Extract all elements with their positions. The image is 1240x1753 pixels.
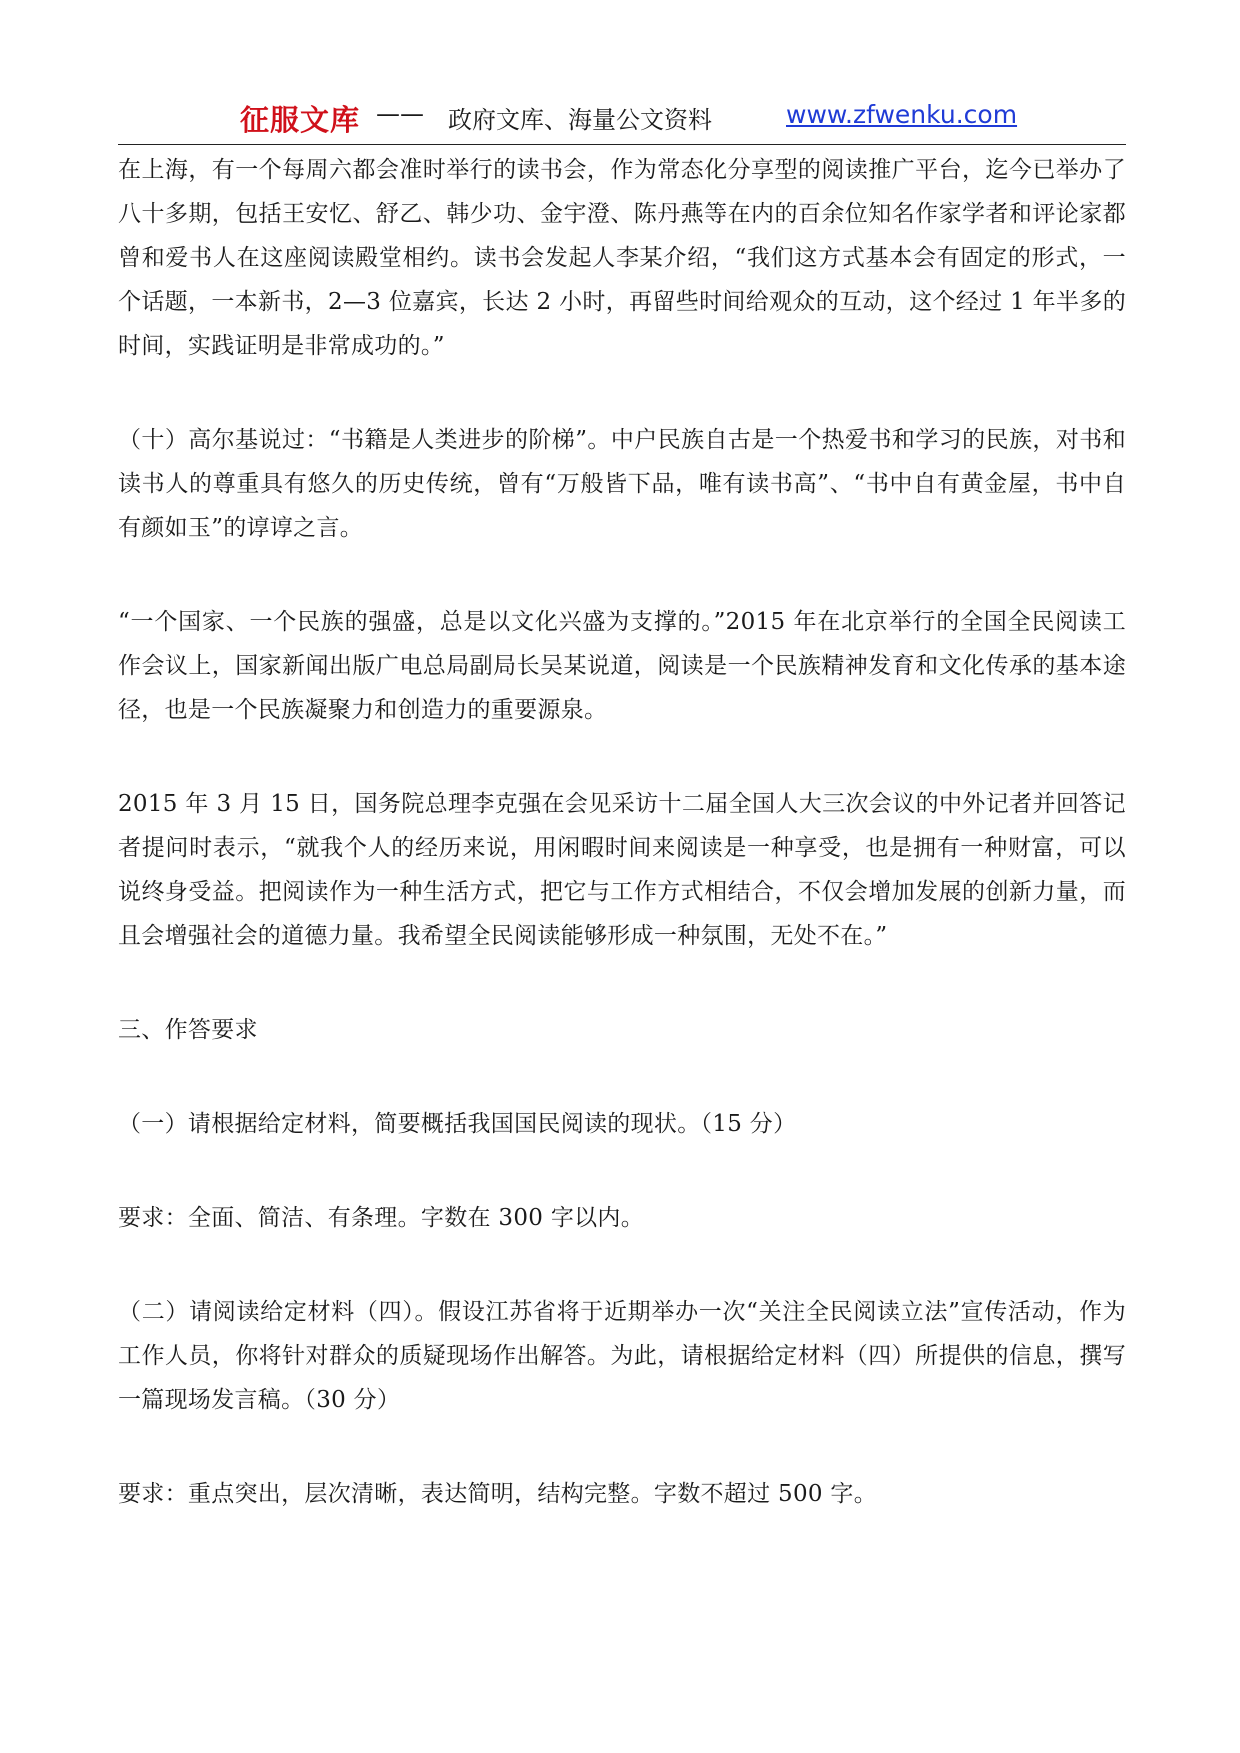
paragraph-national-reading-conference: “一个国家、一个民族的强盛，总是以文化兴盛为支撑的。”2015 年在北京举行的全国全民阅读工作会议上，国家新闻出版广电总局副局长吴某说道，阅读是一个民族精神发育和文化传承的基本途径，也是一个民族凝聚力和创造力的重要源泉。 — [118, 609, 1126, 723]
section-heading-requirements: 三、作答要求 — [118, 1017, 258, 1043]
paragraph-gorky-quote: （十）高尔基说过：“书籍是人类进步的阶梯”。中户民族自古是一个热爱书和学习的民族，对书和读书人的尊重具有悠久的历史传统，曾有“万般皆下品，唯有读书高”、“书中自有黄金屋，书中自有颜如玉”的谆谆之言。 — [118, 427, 1126, 541]
header-separator: —— — [376, 100, 424, 128]
page-header — [118, 96, 1126, 145]
header-tagline: 政府文库、海量公文资料 — [448, 106, 712, 134]
paragraph-premier-remarks: 2015 年 3 月 15 日，国务院总理李克强在会见采访十二届全国人大三次会议的中外记者并回答记者提问时表示，“就我个人的经历来说，用闲暇时间来阅读是一种享受，也是拥有一种财富，可以说终身受益。把阅读作为一种生活方式，把它与工作方式相结合，不仅会增加发展的创新力量，而且会增强社会的道德力量。我希望全民阅读能够形成一种氛围，无处不在。” — [118, 791, 1126, 949]
question-one-requirement: 要求：全面、简洁、有条理。字数在 300 字以内。 — [118, 1205, 645, 1231]
question-one: （一）请根据给定材料，简要概括我国国民阅读的现状。（15 分） — [118, 1111, 797, 1137]
brand-logo-text: 征服文库 — [240, 103, 361, 137]
site-url-link[interactable]: www.zfwenku.com — [786, 100, 1018, 129]
question-two-requirement: 要求：重点突出，层次清晰，表达简明，结构完整。字数不超过 500 字。 — [118, 1481, 878, 1507]
document-body — [118, 148, 1126, 1516]
question-two: （二）请阅读给定材料（四）。假设江苏省将于近期举办一次“关注全民阅读立法”宣传活动，作为工作人员，你将针对群众的质疑现场作出解答。为此，请根据给定材料（四）所提供的信息，撰写一篇现场发言稿。（30 分） — [118, 1299, 1126, 1413]
paragraph-reading-club: 在上海，有一个每周六都会准时举行的读书会，作为常态化分享型的阅读推广平台，迄今已举办了八十多期，包括王安忆、舒乙、韩少功、金宇澄、陈丹燕等在内的百余位知名作家学者和评论家都曾和爱书人在这座阅读殿堂相约。读书会发起人李某介绍，“我们这方式基本会有固定的形式，一个话题，一本新书，2—3 位嘉宾，长达 2 小时，再留些时间给观众的互动，这个经过 1 年半多的时间，实践证明是非常成功的。” — [118, 157, 1126, 359]
